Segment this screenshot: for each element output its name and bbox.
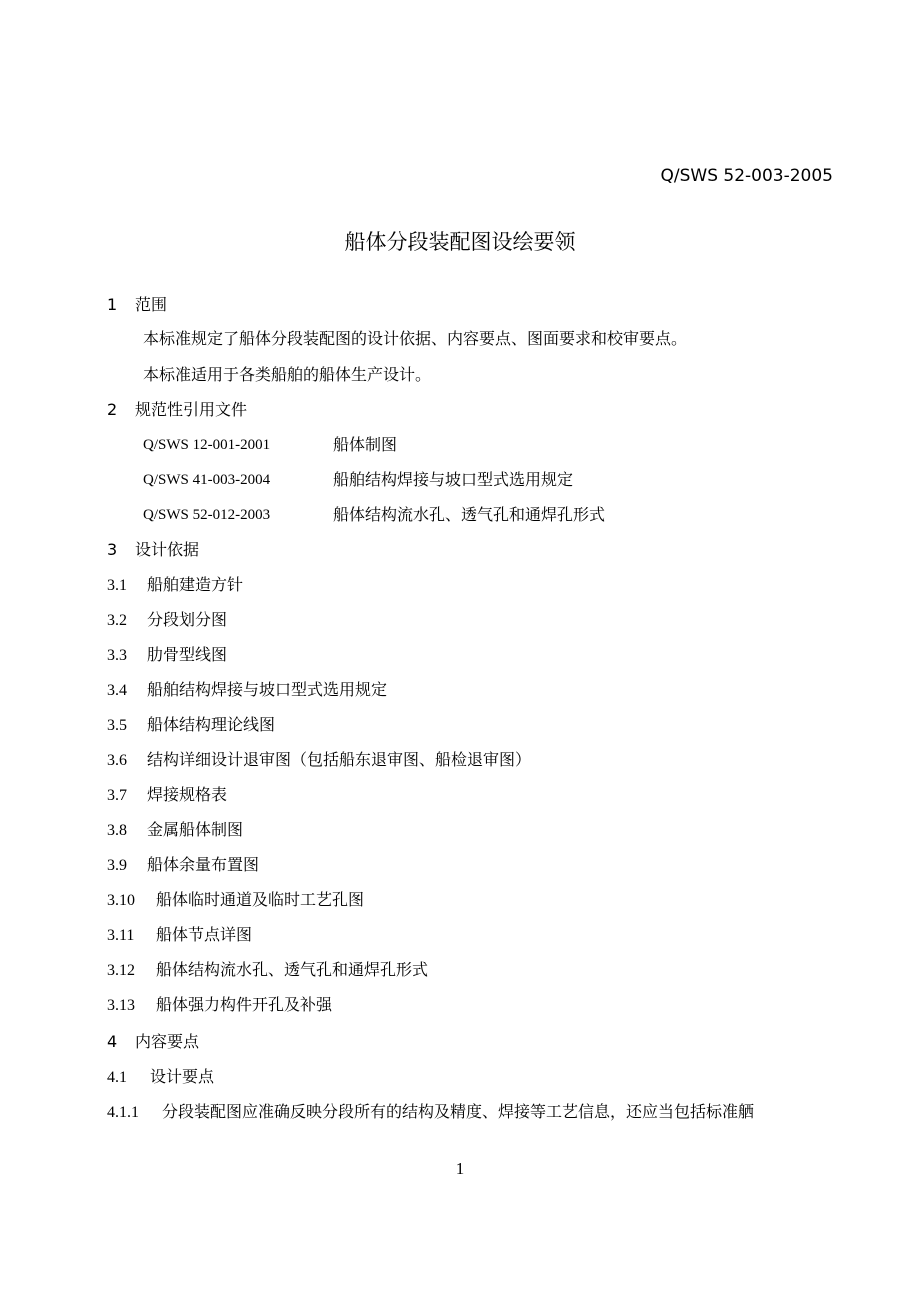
paragraph: 本标准适用于各类船舶的船体生产设计。 — [143, 365, 432, 384]
item-number: 4.1.1 — [107, 1104, 139, 1121]
item-text: 船体余量布置图 — [147, 855, 260, 874]
item-text: 焊接规格表 — [147, 785, 228, 804]
item-text: 分段划分图 — [147, 610, 228, 629]
item-text: 船体节点详图 — [156, 925, 253, 944]
reference-code: Q/SWS 41-003-2004 — [143, 472, 271, 488]
item-text: 船舶建造方针 — [147, 575, 244, 594]
section-title: 内容要点 — [135, 1032, 200, 1051]
item-number: 3.9 — [107, 857, 127, 874]
item-number: 4.1 — [107, 1069, 127, 1086]
section-title: 规范性引用文件 — [135, 400, 248, 419]
document-code: Q/SWS 52-003-2005 — [660, 166, 833, 186]
document-title: 船体分段装配图设绘要领 — [344, 230, 576, 254]
item-number: 3.7 — [107, 787, 127, 804]
item-number: 3.5 — [107, 717, 127, 734]
item-number: 3.11 — [107, 927, 135, 944]
section-number: 1 — [107, 295, 118, 314]
reference-code: Q/SWS 52-012-2003 — [143, 507, 271, 523]
item-text: 船体临时通道及临时工艺孔图 — [156, 890, 365, 909]
item-number: 3.13 — [107, 997, 135, 1014]
item-number: 3.3 — [107, 647, 127, 664]
item-number: 3.2 — [107, 612, 127, 629]
section-number: 2 — [107, 400, 118, 419]
page-number: 1 — [455, 1159, 465, 1178]
item-number: 3.12 — [107, 962, 135, 979]
item-text: 金属船体制图 — [147, 820, 244, 839]
section-number: 4 — [107, 1032, 118, 1051]
item-number: 3.1 — [107, 577, 127, 594]
item-text: 结构详细设计退审图（包括船东退审图、船检退审图） — [147, 750, 532, 769]
section-title: 范围 — [135, 295, 168, 314]
reference-name: 船体结构流水孔、透气孔和通焊孔形式 — [333, 505, 606, 524]
reference-name: 船舶结构焊接与坡口型式选用规定 — [333, 470, 574, 489]
section-number: 3 — [107, 540, 118, 559]
item-text: 船舶结构焊接与坡口型式选用规定 — [147, 680, 388, 699]
item-number: 3.10 — [107, 892, 135, 909]
item-number: 3.4 — [107, 682, 127, 699]
item-text: 船体强力构件开孔及补强 — [156, 995, 333, 1014]
item-text: 肋骨型线图 — [147, 645, 228, 664]
reference-code: Q/SWS 12-001-2001 — [143, 437, 271, 453]
reference-name: 船体制图 — [333, 435, 398, 454]
item-number: 3.8 — [107, 822, 127, 839]
item-text: 设计要点 — [150, 1067, 215, 1086]
paragraph: 本标准规定了船体分段装配图的设计依据、内容要点、图面要求和校审要点。 — [143, 329, 688, 348]
item-text: 船体结构理论线图 — [147, 715, 276, 734]
section-title: 设计依据 — [135, 540, 200, 559]
item-text: 船体结构流水孔、透气孔和通焊孔形式 — [156, 960, 429, 979]
item-text: 分段装配图应准确反映分段所有的结构及精度、焊接等工艺信息，还应当包括标准舾 — [162, 1102, 755, 1121]
item-number: 3.6 — [107, 752, 127, 769]
